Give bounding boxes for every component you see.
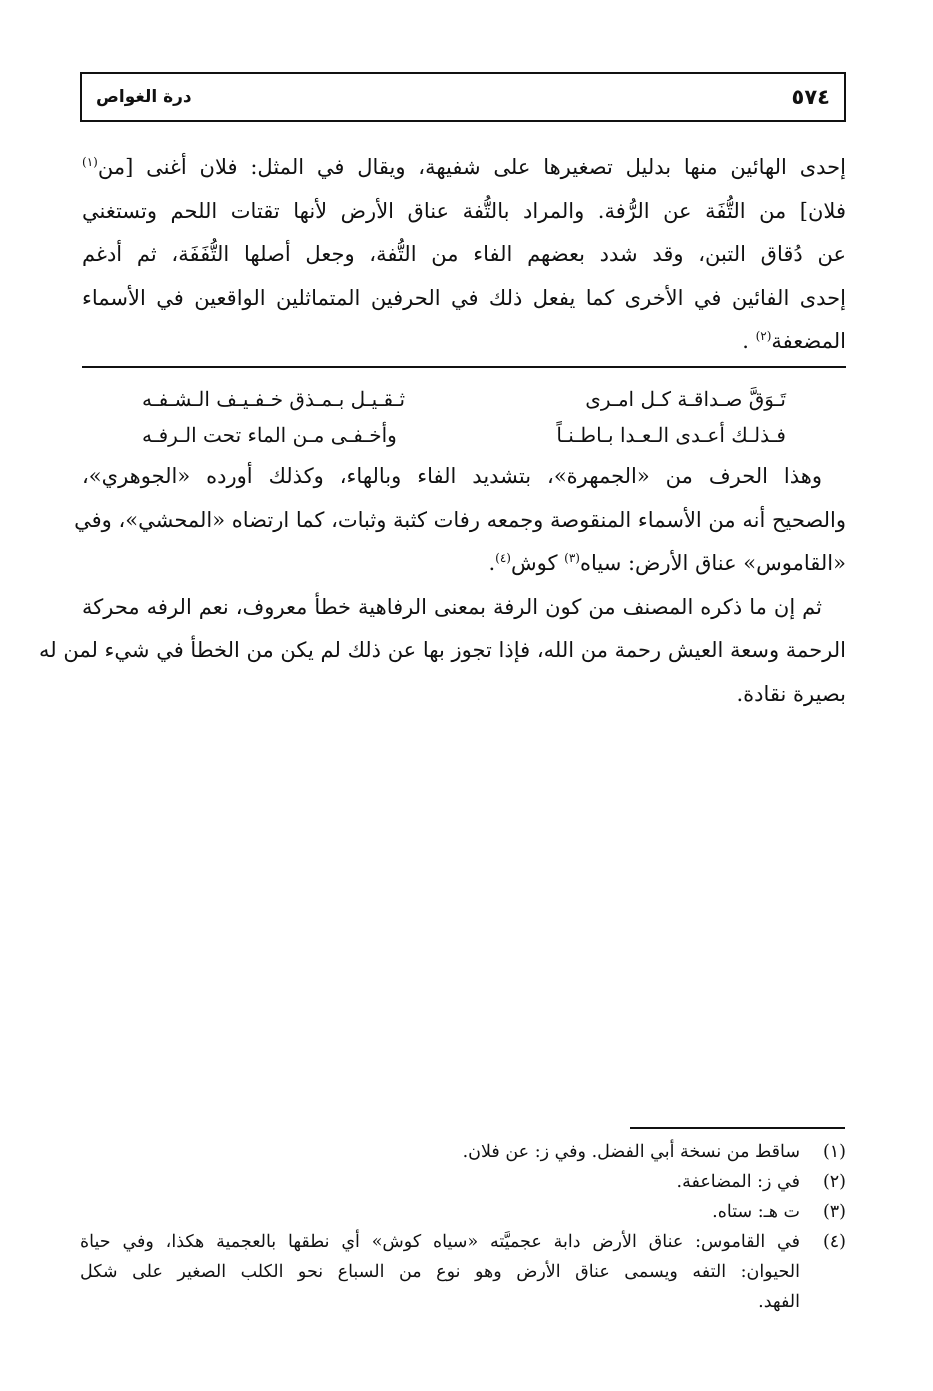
- commentary-para1-line-1: وهذا الحرف من «الجمهرة»، بتشديد الفاء وبالهاء، وكذلك أورده «الجوهري»،: [82, 464, 822, 488]
- footnote-marker-3[interactable]: (٣): [564, 551, 580, 565]
- verse-1-first-hemistich: تَـوَقَّ صـداقـة كـل امـرى: [585, 387, 786, 411]
- footnote-number: (١): [822, 1142, 846, 1162]
- verse-2-second-hemistich: وأخـفـى مـن الماء تحت الـرفـه: [142, 423, 397, 447]
- footnote-marker-4[interactable]: (٤): [495, 551, 511, 565]
- commentary-word-kosh: كوش: [510, 551, 558, 575]
- main-text-line-4: إحدى الفائين في الأخرى كما يفعل ذلك في الحرفين المتماثلين الواقعين في الأسماء: [82, 285, 846, 310]
- footnote-marker-1[interactable]: (١): [82, 155, 98, 169]
- footnote-4-line-1: في القاموس: عناق الأرض دابة عجميَّته «سياه كوش» أي نطقها بالعجمية هكذا، وفي حياة: [80, 1232, 800, 1252]
- main-text-line-5: [82, 320, 846, 364]
- section-divider: [82, 366, 846, 368]
- main-text-line-1: إحدى الهائين منها بدليل تصغيرها على شفيهة، ويقال في المثل: فلان أغنى [من: [97, 155, 846, 179]
- verse-line-2: [82, 417, 846, 453]
- footnote-4-body: [80, 1227, 800, 1257]
- running-title: درة الغواص: [96, 87, 192, 107]
- commentary-para1-line-2: والصحيح أنه من الأسماء المنقوصة وجمعه رفات كثبة وثبات، كما ارتضاه «المحشي»، وفي: [74, 507, 846, 532]
- main-text-line-5-text: المضعفة: [771, 329, 846, 353]
- footnote-3-text: ت هـ: ستاه.: [712, 1202, 800, 1222]
- footnote-3-body: [80, 1197, 800, 1227]
- footnote-4-first-row: [80, 1227, 846, 1257]
- footnote-2-text: في ز: المضاعفة.: [676, 1172, 800, 1192]
- footnote-1-text: ساقط من نسخة أبي الفضل. وفي ز: عن فلان.: [462, 1142, 800, 1162]
- footnote-number: (٢): [822, 1172, 846, 1192]
- page-header: [80, 72, 846, 122]
- commentary-para2-line-3: بصيرة نقادة.: [736, 681, 846, 706]
- main-text-line-2: فلان] من التُّفَة عن الرُّفة. والمراد بالتُّفة عناق الأرض لأنها تقتات اللحم وتستغني: [82, 198, 846, 223]
- footnote-number: (٤): [822, 1232, 846, 1252]
- main-text-line-3: عن دُقاق التبن، وقد شدد بعضهم الفاء من التُّفة، وجعل أصلها التُّفَفَة، ثم أدغم: [82, 242, 846, 266]
- commentary-para2-line-2: الرحمة وسعة العيش رحمة من الله، فإذا تجوز بها عن ذلك لم يكن من الخطأ في شيء لمن له: [39, 638, 846, 662]
- end-mark: .: [742, 329, 749, 353]
- footnote-marker-2[interactable]: (٢): [755, 329, 772, 343]
- main-text-line: [82, 146, 846, 190]
- footnote-4: [80, 1227, 846, 1317]
- footnote-4-line-2: الحيوان: التفه ويسمى عناق الأرض وهو نوع من السباع نحو الكلب الصغير على شكل: [80, 1262, 800, 1282]
- commentary: [39, 381, 846, 716]
- footnote-number: (٣): [822, 1202, 846, 1222]
- commentary-para1-line-3-text: «القاموس» عناق الأرض: سياه: [579, 551, 846, 575]
- footnote-1: [80, 1137, 846, 1167]
- footnote-3: [80, 1197, 846, 1227]
- footnote-1-body: [80, 1137, 800, 1167]
- commentary-end-mark: .: [488, 551, 496, 575]
- footnote-2-body: [80, 1167, 800, 1197]
- footnotes: [80, 1137, 846, 1317]
- commentary-para2-line-1: ثم إن ما ذكره المصنف من كون الرفة بمعنى الرفاهية خطأ معروف، نعم الرفه محركة: [82, 594, 822, 619]
- footnote-4-line-3: الفهد.: [758, 1292, 800, 1312]
- main-text: [82, 146, 846, 364]
- verse-2-first-hemistich: فـذلـك أعـدى الـعـدا بـاطـنـاً: [556, 423, 786, 447]
- commentary-para1-line-3: [82, 542, 846, 586]
- verse-line-1: [82, 381, 846, 417]
- page-number: ٥٧٤: [791, 85, 830, 109]
- footnote-separator: [630, 1127, 845, 1129]
- verse-1-second-hemistich: ثـقـيـل بـمـذق خـفـيـف الـشـفـه: [142, 387, 406, 411]
- footnote-2: [80, 1167, 846, 1197]
